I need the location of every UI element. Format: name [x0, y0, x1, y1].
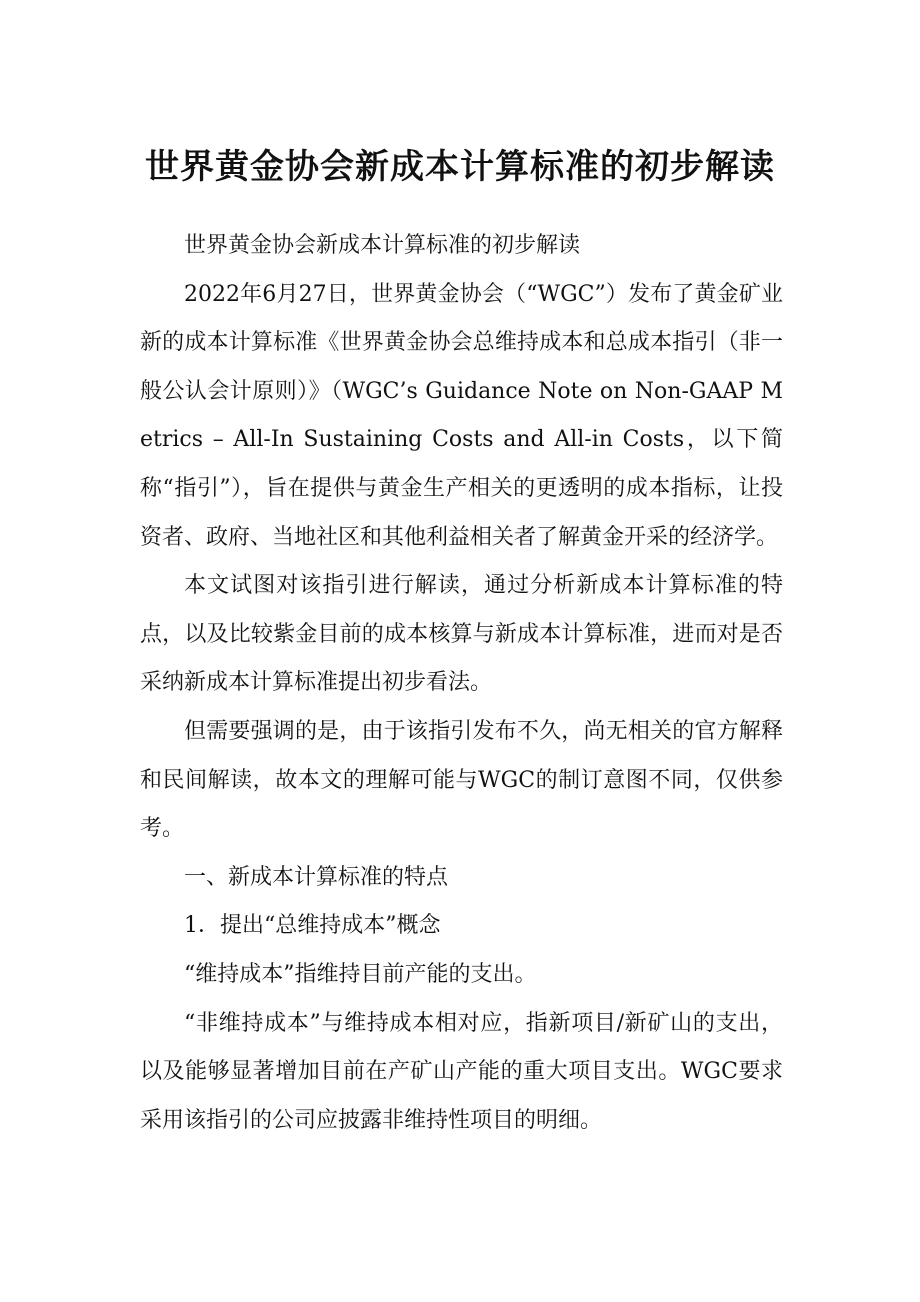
document-body — [140, 222, 783, 1145]
paragraph-subtitle: 世界黄金协会新成本计算标准的初步解读 — [184, 233, 581, 258]
paragraph-intro: 2022年6月27日，世界黄金协会（“WGC”）发布了黄金矿业新的成本计算标准《世界黄金协会总维持成本和总成本指引（非一般公认会计原则）》（WGC’s Guidance Note on Non-GAAP Metrics – All-In Sustaining Costs and All-in Costs，以下简称“指引”），旨在提供与黄金生产相关的更透明的成本指标，让投资者、政府、当地社区和其他利益相关者了解黄金开采的经济学。 — [140, 281, 783, 550]
paragraph-purpose: 本文试图对该指引进行解读，通过分析新成本计算标准的特点，以及比较紫金目前的成本核算与新成本计算标准，进而对是否采纳新成本计算标准提出初步看法。 — [140, 573, 783, 696]
document-title: 世界黄金协会新成本计算标准的初步解读 — [145, 147, 775, 187]
subsection-heading-1: 1．提出“总维持成本”概念 — [184, 913, 441, 939]
paragraph-sustaining-cost: “维持成本”指维持目前产能的支出。 — [184, 961, 537, 987]
paragraph-disclaimer: 但需要强调的是，由于该指引发布不久，尚无相关的官方解释和民间解读，故本文的理解可能与WGC的制订意图不同，仅供参考。 — [140, 718, 783, 842]
section-heading-1: 一、新成本计算标准的特点 — [184, 864, 449, 890]
paragraph-non-sustaining-cost: “非维持成本”与维持成本相对应，指新项目/新矿山的支出，以及能够显著增加目前在产矿山产能的重大项目支出。WGC要求采用该指引的公司应披露非维持性项目的明细。 — [140, 1010, 783, 1133]
